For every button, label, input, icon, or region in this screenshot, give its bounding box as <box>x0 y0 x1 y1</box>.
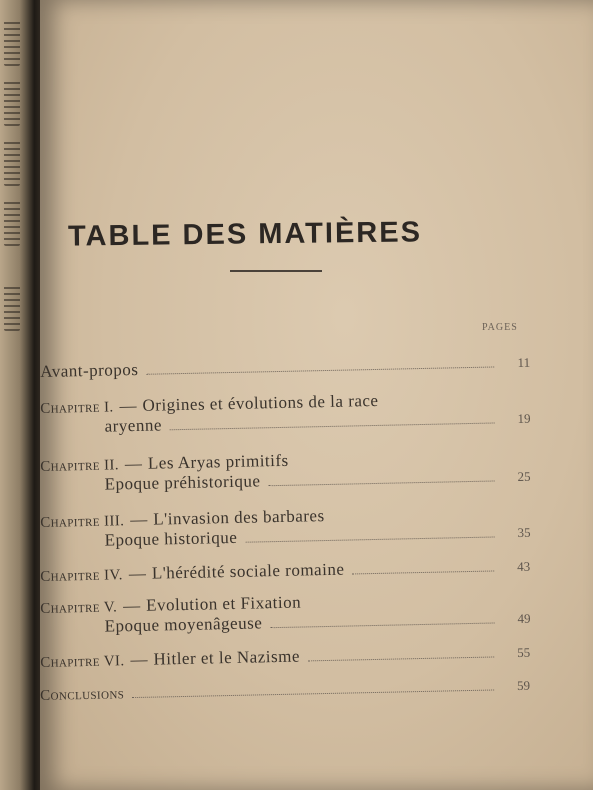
dot-leader <box>132 689 494 698</box>
toc-entry-conclusions <box>40 678 530 705</box>
spine-text-fragment <box>4 285 20 331</box>
chapter-title-continued: Epoque moyenâgeuse <box>104 613 263 636</box>
chapter-title: L'invasion des barbares <box>153 506 325 529</box>
page-number: 25 <box>517 468 531 485</box>
entry-label: Avant-propos <box>40 359 139 381</box>
dot-leader <box>308 656 494 661</box>
page-number: 55 <box>516 644 531 661</box>
dot-leader <box>147 366 495 374</box>
spine-text-fragment <box>4 20 20 66</box>
chapter-title-continued: Epoque historique <box>104 527 238 550</box>
em-dash: — <box>130 509 148 530</box>
chapter-title: L'hérédité sociale romaine <box>151 559 345 583</box>
book-spine <box>0 0 44 790</box>
spine-text-fragment <box>4 80 20 126</box>
chapter-number: Chapitre I. <box>40 399 114 417</box>
toc-entry-chapitre-4 <box>40 556 530 586</box>
toc-entry-chapitre-1 <box>40 388 531 438</box>
chapter-number: Chapitre II. <box>40 457 120 475</box>
toc-entry-chapitre-3 <box>40 502 531 552</box>
spine-text-fragment <box>4 200 20 246</box>
chapter-title: Hitler et le Nazisme <box>153 646 301 669</box>
page-number: 19 <box>517 410 531 427</box>
dot-leader <box>269 480 495 486</box>
chapter-number: Chapitre VI. <box>40 653 125 671</box>
dot-leader <box>270 622 494 628</box>
em-dash: — <box>122 595 141 616</box>
chapter-title: Origines et évolutions de la race <box>142 390 379 415</box>
em-dash: — <box>130 649 148 670</box>
chapter-title-continued: Epoque préhistorique <box>104 471 261 494</box>
chapter-number: Chapitre III. <box>40 513 125 531</box>
chapter-title-continued: aryenne <box>104 415 163 436</box>
entry-label: Conclusions <box>40 686 125 704</box>
toc-entry-chapitre-5 <box>40 588 531 638</box>
dot-leader <box>170 422 495 430</box>
chapter-number: Chapitre V. <box>40 599 118 617</box>
page-number: 11 <box>517 354 531 370</box>
chapter-number: Chapitre IV. <box>40 567 124 585</box>
page-number: 49 <box>517 610 531 627</box>
book-page <box>40 0 593 790</box>
em-dash: — <box>128 563 147 584</box>
page-number: 59 <box>516 677 531 694</box>
dot-leader <box>352 570 494 574</box>
pages-column-header: PAGES <box>482 322 518 333</box>
page-number: 43 <box>516 558 531 575</box>
title-rule <box>230 270 322 272</box>
page-title: TABLE DES MATIÈRES <box>67 216 423 253</box>
toc-entry-chapitre-2 <box>40 446 531 496</box>
chapter-title: Les Aryas primitifs <box>147 450 289 473</box>
page-number: 35 <box>517 524 531 541</box>
em-dash: — <box>119 395 137 416</box>
em-dash: — <box>124 453 143 474</box>
chapter-title: Evolution et Fixation <box>145 592 302 615</box>
spine-text-fragment <box>4 140 20 186</box>
dot-leader <box>245 536 494 542</box>
toc-entry-chapitre-6 <box>40 642 530 672</box>
toc-entry-avant-propos <box>40 352 530 382</box>
